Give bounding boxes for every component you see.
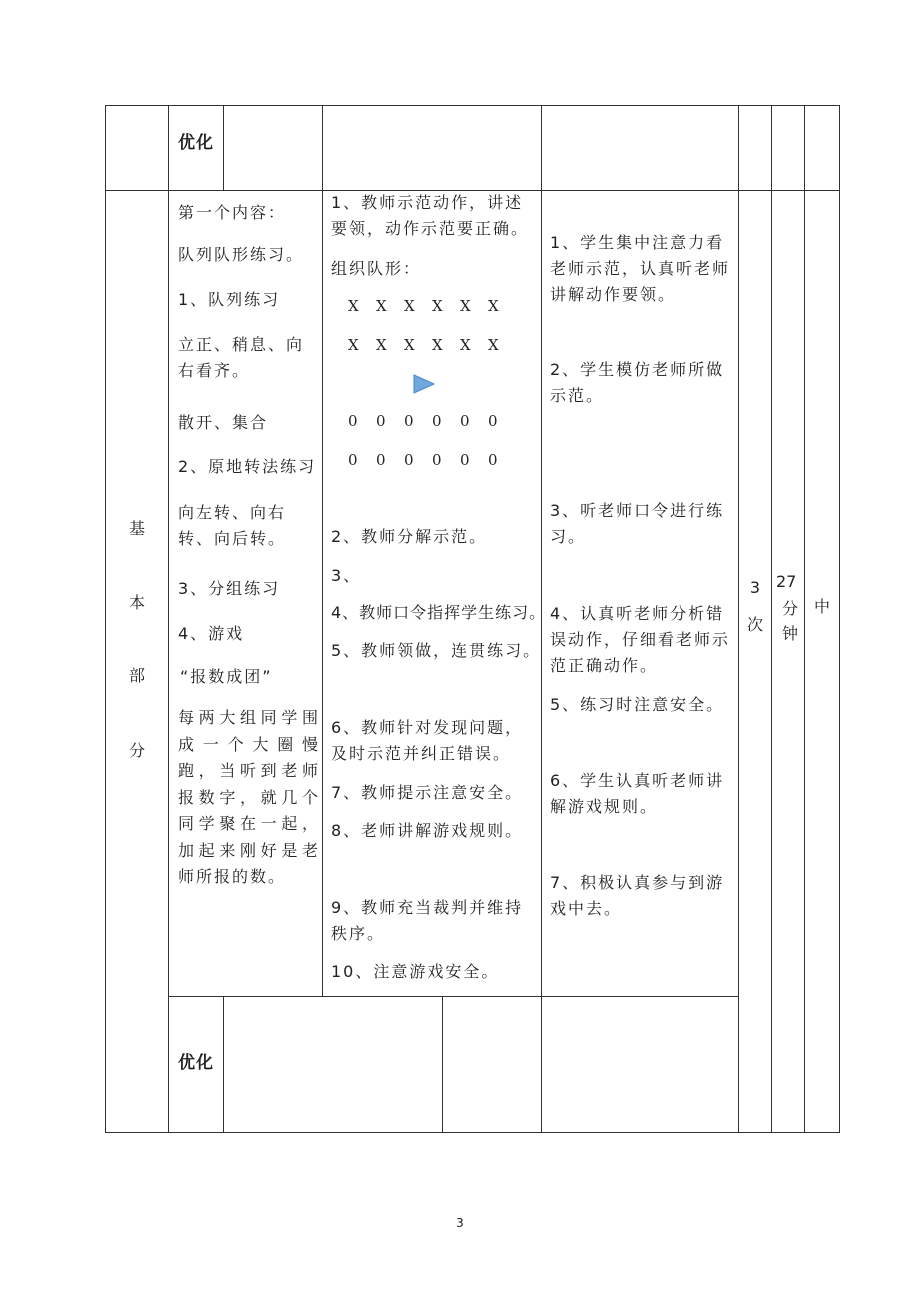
teacher-step: 5、教师领做，连贯练习。 <box>331 641 542 660</box>
time-unit: 分 <box>782 599 799 618</box>
section-char: 分 <box>129 741 148 760</box>
time-unit: 钟 <box>782 624 799 643</box>
section-char: 部 <box>129 666 148 685</box>
formation-o: 0 <box>432 412 442 430</box>
bottom-optimize-label: 优化 <box>178 1053 214 1073</box>
time-number: 27 <box>776 572 797 591</box>
game-description: 每两大组同学围成一个大圈慢跑，当听到老师报数字，就几个同学聚在一起，加起来刚好是老师所报的数。 <box>178 708 320 886</box>
formation-x: X <box>432 336 443 354</box>
student-step: 4、认真听老师分析错误动作，仔细看老师示范正确动作。 <box>550 604 731 675</box>
section-char: 基 <box>129 519 148 538</box>
student-step: 1、学生集中注意力看老师示范，认真听老师讲解动作要领。 <box>550 233 731 304</box>
top-optimize-label: 优化 <box>178 133 214 153</box>
content-heading: 第一个内容： <box>178 203 287 222</box>
formation-x: X <box>432 297 443 315</box>
formation-x: X <box>348 297 359 315</box>
student-step: 3、听老师口令进行练习。 <box>550 501 725 546</box>
student-step: 6、学生认真听老师讲解游戏规则。 <box>550 771 725 816</box>
game-title: “报数成团” <box>180 667 273 686</box>
formation-x: X <box>404 297 415 315</box>
count-unit: 次 <box>746 615 763 634</box>
formation-x: X <box>348 336 359 354</box>
formation-x: X <box>460 336 471 354</box>
teacher-step: 8、老师讲解游戏规则。 <box>331 821 524 840</box>
content-item: 立正、稍息、向右看齐。 <box>178 335 305 380</box>
formation-o: 0 <box>488 451 498 469</box>
content-item: 1、队列练习 <box>178 290 281 309</box>
formation-x: X <box>376 297 387 315</box>
teacher-step: 7、教师提示注意安全。 <box>331 783 524 802</box>
formation-x: X <box>488 336 499 354</box>
content-item: 3、分组练习 <box>178 579 281 598</box>
content-item: 散开、集合 <box>178 413 269 432</box>
teacher-step: 3、 <box>331 566 362 585</box>
student-step: 5、练习时注意安全。 <box>550 695 725 714</box>
student-step: 2、学生模仿老师所做示范。 <box>550 360 725 405</box>
teacher-step: 10、注意游戏安全。 <box>331 962 500 981</box>
content-item: 4、游戏 <box>178 624 245 643</box>
section-char: 本 <box>129 593 148 612</box>
formation-x: X <box>376 336 387 354</box>
teacher-arrow-icon <box>412 373 436 395</box>
teacher-step: 1、教师示范动作，讲述要领，动作示范要正确。 <box>331 193 530 238</box>
formation-x: X <box>488 297 499 315</box>
content-item: 向左转、向右转、向后转。 <box>178 503 287 548</box>
formation-o: 0 <box>376 412 386 430</box>
formation-x: X <box>460 297 471 315</box>
teacher-step: 6、教师针对发现问题，及时示范并纠正错误。 <box>331 718 524 763</box>
content-item: 队列队形练习。 <box>178 245 305 264</box>
formation-label: 组织队形： <box>331 259 422 278</box>
page-number: 3 <box>456 1216 464 1230</box>
formation-o: 0 <box>348 451 358 469</box>
teacher-step: 2、教师分解示范。 <box>331 527 488 546</box>
count-number: 3 <box>749 578 761 597</box>
formation-o: 0 <box>348 412 358 430</box>
content-item: 2、原地转法练习 <box>178 457 317 476</box>
formation-x: X <box>404 336 415 354</box>
formation-o: 0 <box>488 412 498 430</box>
intensity-value: 中 <box>813 597 830 616</box>
formation-o: 0 <box>460 451 470 469</box>
teacher-step: 9、教师充当裁判并维持秩序。 <box>331 898 524 943</box>
formation-o: 0 <box>404 412 414 430</box>
teacher-step: 4、教师口令指挥学生练习。 <box>331 603 547 622</box>
formation-o: 0 <box>404 451 414 469</box>
student-step: 7、积极认真参与到游戏中去。 <box>550 873 725 918</box>
formation-o: 0 <box>376 451 386 469</box>
formation-o: 0 <box>432 451 442 469</box>
formation-o: 0 <box>460 412 470 430</box>
